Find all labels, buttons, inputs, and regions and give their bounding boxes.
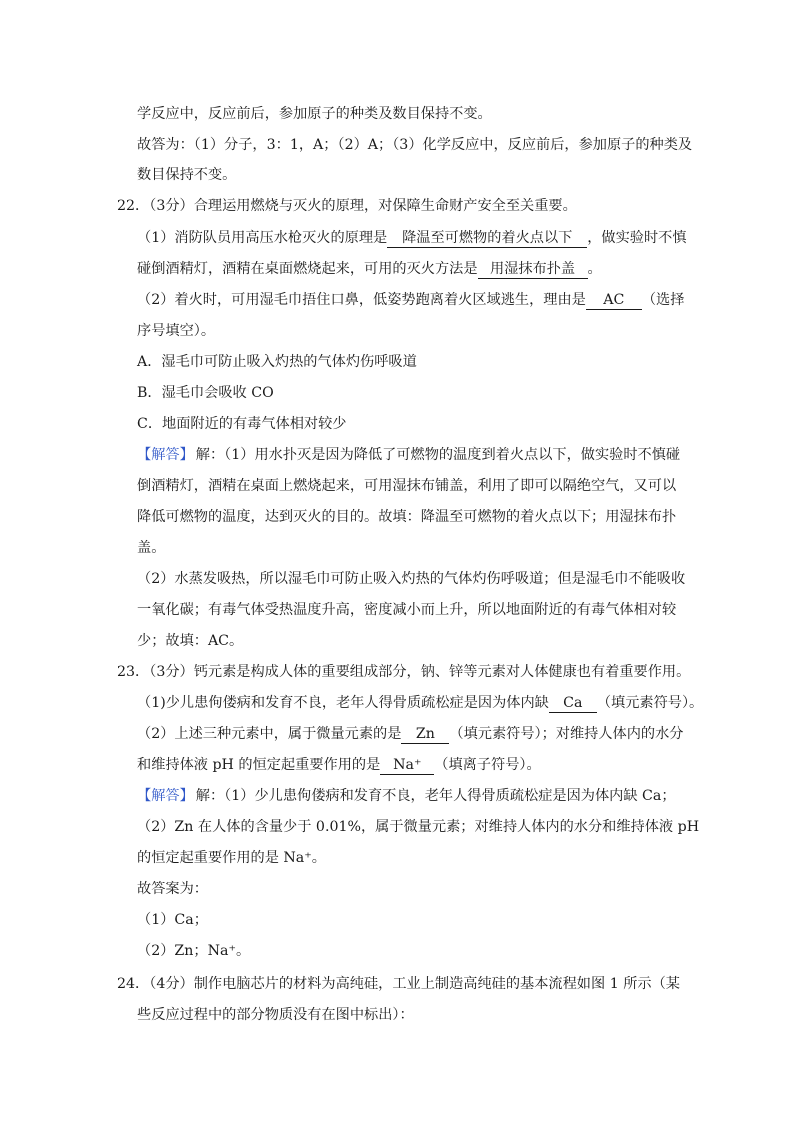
text-line: 序号填空）。 [137,323,216,339]
text-segment: ，做实验时不慎 [587,230,687,246]
text-line [137,290,684,310]
answer-tag: 【解答】 [137,447,194,463]
text-segment: （2）着火时，可用湿毛巾捂住口鼻，低姿势跑离着火区域逃生，理由是 [137,292,586,308]
text-segment: （填元素符号）。 [596,695,704,711]
text-line: 一氧化碳；有毒气体受热温度升高，密度减小而上升，所以地面附近的有毒气体相对较 [137,602,677,618]
question-22-stem [117,196,577,216]
text-segment: （2）上述三种元素中，属于微量元素的是 [137,726,402,742]
text-line: （2）Zn 在人体的含量少于 0.01%，属于微量元素；对维持人体内的水分和维持体液 pH [137,819,700,835]
option-c: C．地面附近的有毒气体相对较少 [137,416,347,432]
option-a: A．湿毛巾可防止吸入灼热的气体灼伤呼吸道 [137,354,417,370]
question-number: 22． [117,198,150,214]
question-number: 24． [117,976,150,992]
answer-blank: Ca [549,694,597,713]
text-line: 的恒定起重要作用的是 Na⁺。 [137,850,326,866]
text-line: 故答案为： [137,881,208,897]
text-segment: 解：（1）少儿患佝偻病和发育不良，老年人得骨质疏松症是因为体内缺 Ca； [195,788,676,804]
text-segment: 和维持体液 pH 的恒定起重要作用的是 [137,757,381,773]
text-line: 学反应中，反应前后，参加原子的种类及数目保持不变。 [137,106,492,122]
question-text: （4分）制作电脑芯片的材料为高纯硅，工业上制造高纯硅的基本流程如图 1 所示（某 [149,976,680,992]
text-segment: 。 [587,261,602,277]
text-segment: （1)少儿患佝偻病和发育不良，老年人得骨质疏松症是因为体内缺 [137,695,549,711]
text-line [137,259,602,279]
text-line: 盖。 [137,540,166,556]
text-line: 少；故填：AC。 [137,633,244,649]
text-segment: （填离子符号）。 [434,757,541,773]
text-line: 些反应过程中的部分物质没有在图中标出）： [137,1007,414,1023]
text-line: （2）Zn；Na⁺。 [137,943,251,959]
option-b: B．湿毛巾会吸收 CO [137,385,274,401]
text-line [137,755,541,775]
question-text: （3分）钙元素是构成人体的重要组成部分，钠、锌等元素对人体健康也有着重要作用。 [149,664,691,680]
text-line [137,228,687,248]
text-segment: （填元素符号）；对维持人体内的水分 [449,726,684,742]
text-line: 数目保持不变。 [137,167,237,183]
text-line: （1）Ca； [137,912,208,928]
answer-line [137,445,680,465]
text-line [137,724,684,744]
question-text: （3分）合理运用燃烧与灭火的原理，对保障生命财产安全至关重要。 [149,198,577,214]
answer-blank: 降温至可燃物的着火点以下 [387,229,587,248]
question-number: 23． [117,664,150,680]
answer-tag: 【解答】 [137,788,194,804]
question-23-stem [117,662,690,682]
answer-blank: 用湿抹布扑盖 [478,260,588,279]
answer-line [137,786,676,806]
text-segment: 碰倒酒精灯，酒精在桌面燃烧起来，可用的灭火方法是 [137,261,478,277]
text-segment: 解：（1）用水扑灭是因为降低了可燃物的温度到着火点以下，做实验时不慎碰 [195,447,681,463]
text-segment: （1）消防队员用高压水枪灭火的原理是 [137,230,388,246]
question-24-stem [117,974,680,994]
answer-blank: Zn [401,725,449,744]
text-line: 故答为：（1）分子，3：1，A；（2）A；（3）化学反应中，反应前后，参加原子的种类及 [137,137,693,153]
text-line [137,693,703,713]
answer-blank: Na⁺ [380,756,434,775]
answer-blank: AC [586,291,642,310]
text-line: 降低可燃物的温度，达到灭火的目的。故填：降温至可燃物的着火点以下；用湿抹布扑 [137,509,677,525]
text-segment: （选择 [641,292,685,308]
text-line: （2）水蒸发吸热，所以湿毛巾可防止吸入灼热的气体灼伤呼吸道；但是湿毛巾不能吸收 [137,571,686,587]
text-line: 倒酒精灯，酒精在桌面上燃烧起来，可用湿抹布铺盖，利用了即可以隔绝空气，又可以 [137,478,677,494]
